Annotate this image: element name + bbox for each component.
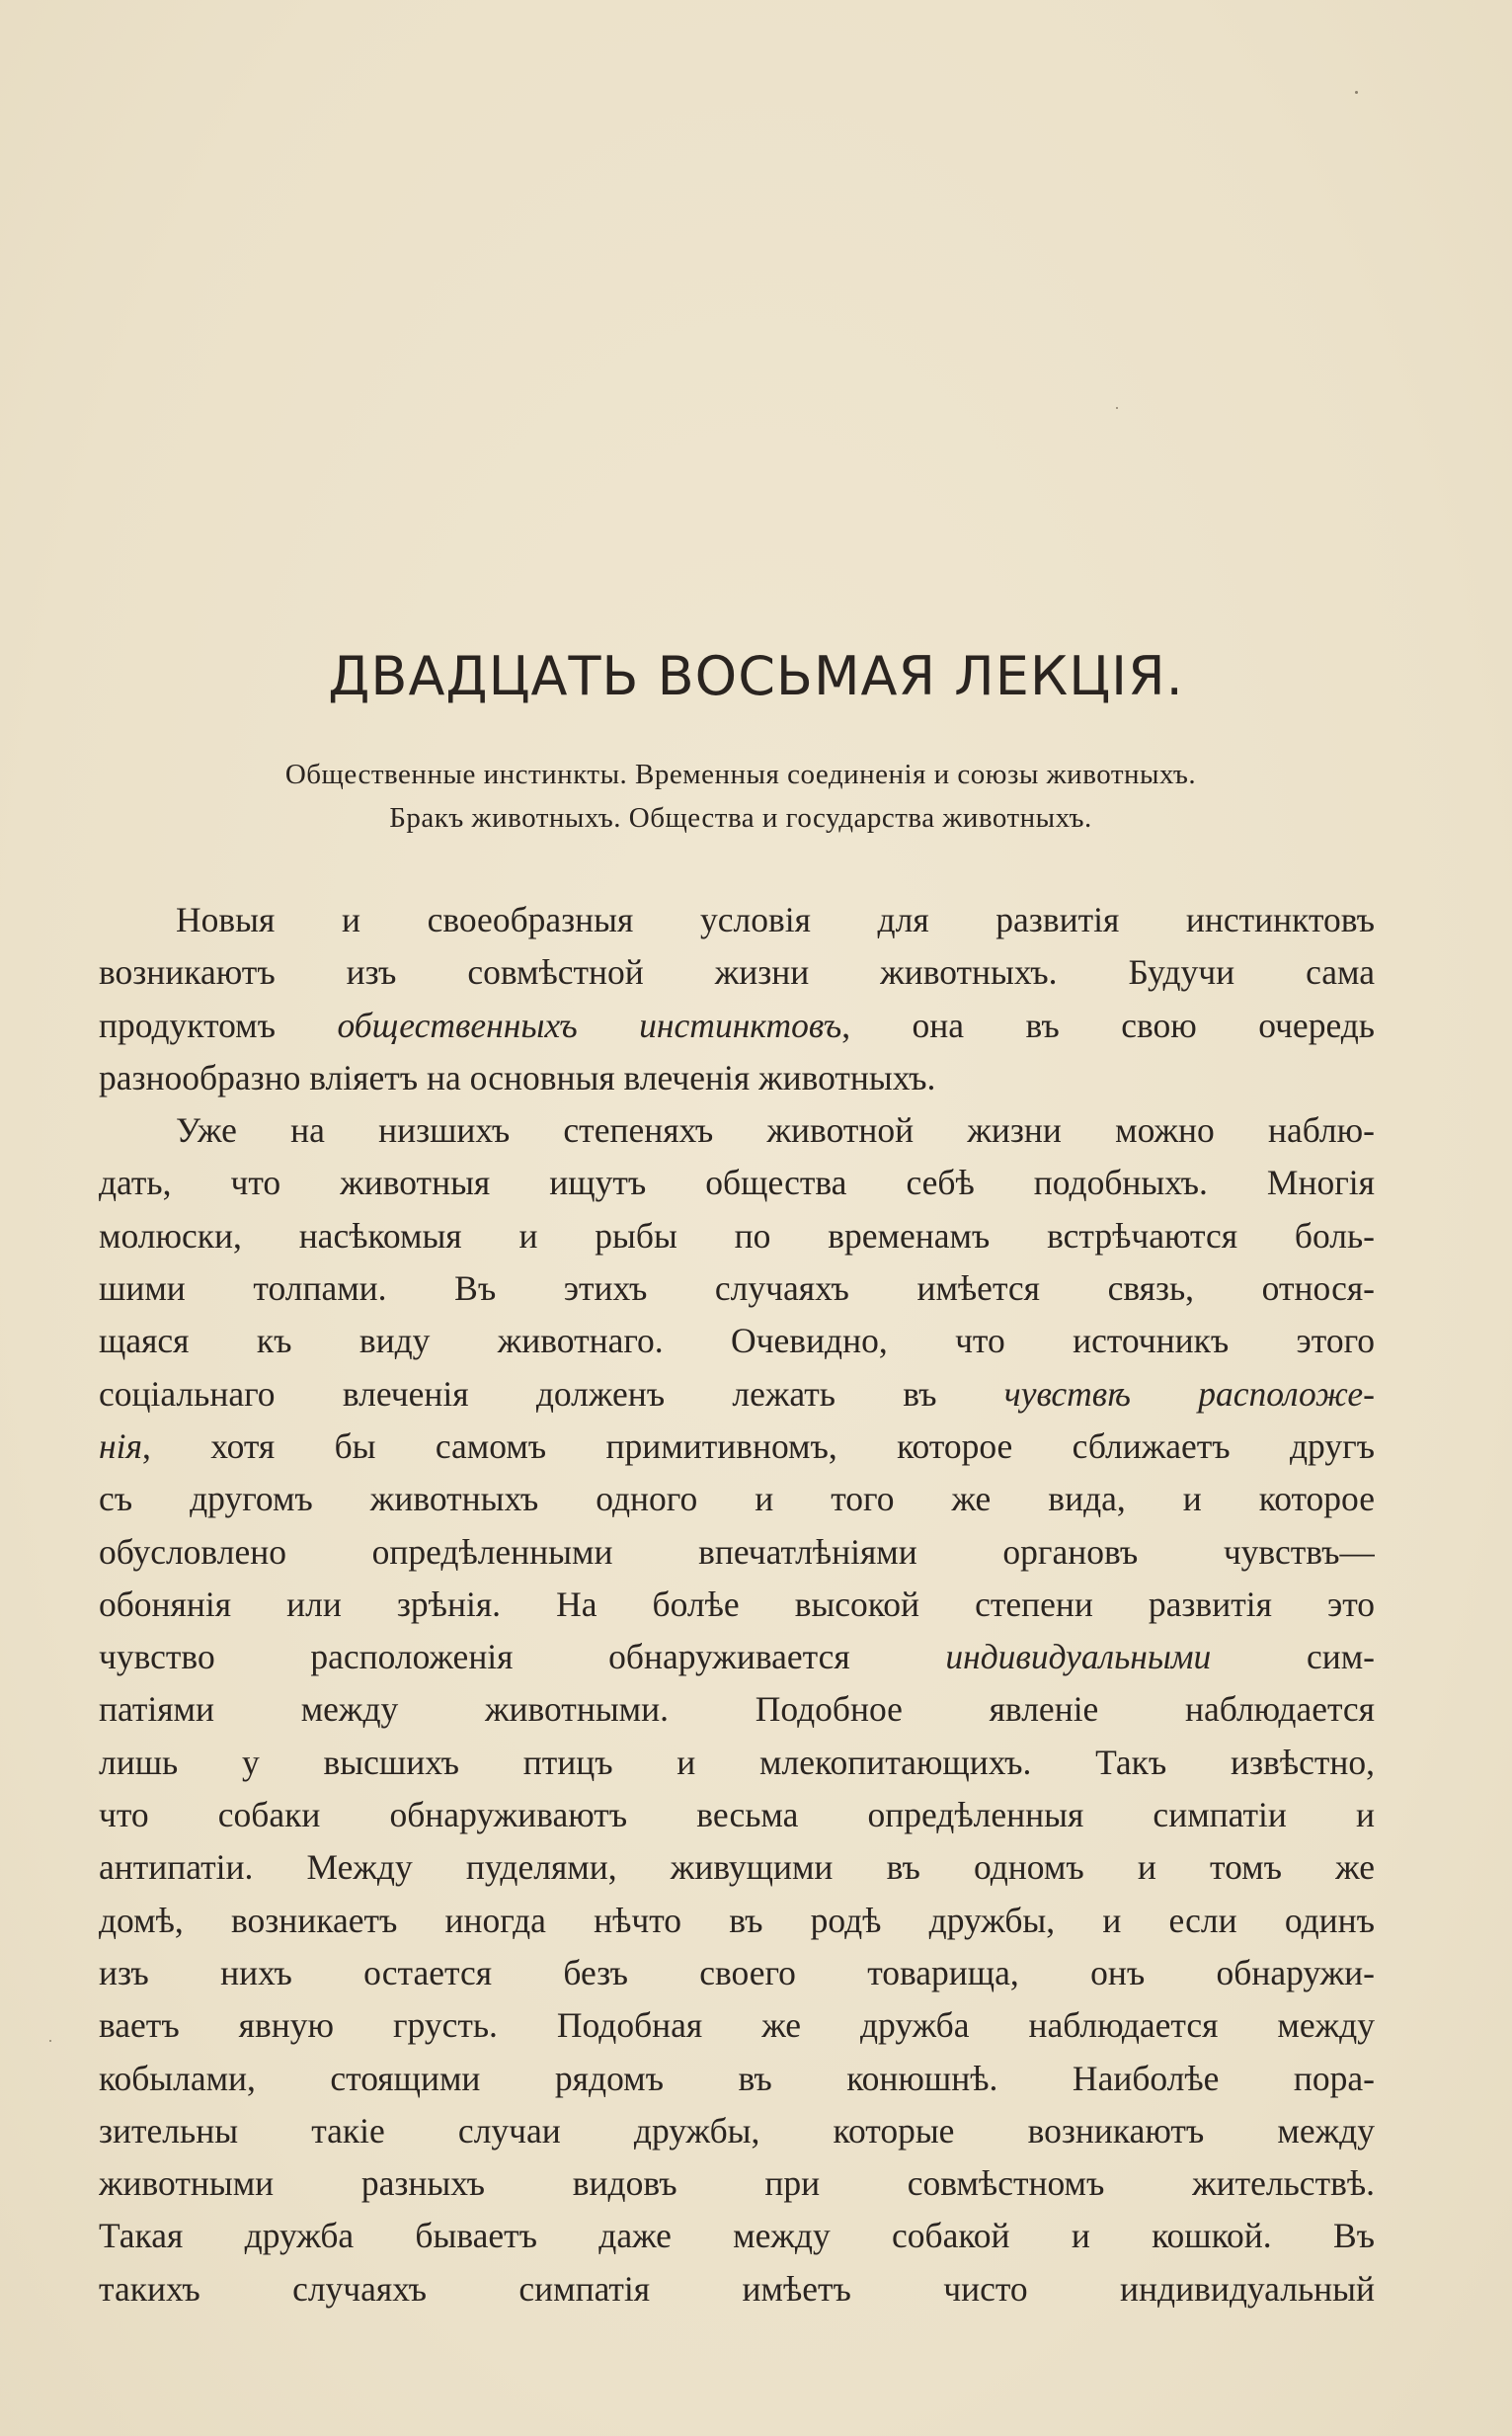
text-line: лишь у высшихъ птицъ и млекопитающихъ. Такъ извѣстно, <box>99 1742 1375 1782</box>
text-line: дать, что животныя ищутъ общества себѣ подобныхъ. Многія <box>99 1163 1375 1203</box>
paper-speck <box>1355 91 1358 94</box>
text-line <box>99 1368 1375 1421</box>
text-line: домѣ, возникаетъ иногда нѣчто въ родѣ дружбы, и если одинъ <box>99 1900 1375 1940</box>
text-line: возникаютъ изъ совмѣстной жизни животныхъ. Будучи сама <box>99 952 1375 993</box>
text-run: сим- <box>1211 1637 1375 1677</box>
text-line: обонянія или зрѣнія. На болѣе высокой степени развитія это <box>99 1583 1375 1624</box>
text-run: , хотя бы самомъ примитивномъ, которое сближаетъ другъ <box>141 1425 1375 1466</box>
italic-term: общественныхъ инстинктовъ <box>337 1005 842 1045</box>
text-line: Новыя и своеобразныя условія для развитія инстинктовъ <box>176 900 1375 939</box>
text-line: разнообразно вліяетъ на основныя влеченія животныхъ. <box>99 1057 936 1097</box>
text-line: зительны такіе случаи дружбы, которые возникаютъ между <box>99 2110 1375 2151</box>
text-line: шими толпами. Въ этихъ случаяхъ имѣется связь, относя- <box>99 1268 1375 1309</box>
lecture-summary <box>99 753 1383 840</box>
body-text <box>99 894 1375 2315</box>
text-line: Уже на низшихъ степеняхъ животной жизни можно наблю- <box>176 1110 1375 1151</box>
text-line: патіями между животными. Подобное явленіе наблюдается <box>99 1689 1375 1730</box>
text-line <box>99 1631 1375 1683</box>
text-line: молюски, насѣкомыя и рыбы по временамъ встрѣчаются боль- <box>99 1215 1375 1256</box>
text-line: такихъ случаяхъ симпатія имѣетъ чисто индивидуальный <box>99 2268 1375 2309</box>
text-line: кобылами, стоящими рядомъ въ конюшнѣ. Наиболѣе пора- <box>99 2058 1375 2098</box>
text-line: ваетъ явную грусть. Подобная же дружба наблюдается между <box>99 2005 1375 2046</box>
summary-line: Бракъ животныхъ. Общества и государства животныхъ. <box>389 802 1092 834</box>
italic-term: чувствѣ расположе- <box>1003 1373 1375 1414</box>
text-run: продуктомъ <box>99 1005 338 1045</box>
italic-term: нія <box>99 1425 142 1466</box>
text-line: изъ нихъ остается безъ своего товарища, онъ обнаружи- <box>99 1952 1375 1992</box>
text-run: соціальнаго влеченія долженъ лежать въ <box>99 1373 1004 1414</box>
lecture-title: ДВАДЦАТЬ ВОСЬМАЯ ЛЕКЦІЯ. <box>328 645 1184 707</box>
paper-speck <box>1116 407 1118 409</box>
text-line: обусловлено опредѣленными впечатлѣніями органовъ чувствъ— <box>99 1531 1375 1572</box>
text-line: антипатіи. Между пуделями, живущими въ одномъ и томъ же <box>99 1847 1375 1888</box>
italic-term: индивидуальными <box>945 1637 1212 1677</box>
summary-line: Общественные инстинкты. Временныя соединенія и союзы животныхъ. <box>284 759 1197 790</box>
text-line: съ другомъ животныхъ одного и того же вида, и которое <box>99 1479 1375 1519</box>
text-line: животными разныхъ видовъ при совмѣстномъ жительствѣ. <box>99 2163 1375 2204</box>
text-line: что собаки обнаруживаютъ весьма опредѣленныя симпатіи и <box>99 1795 1375 1835</box>
text-line <box>99 1421 1375 1473</box>
paper-speck <box>49 2040 51 2042</box>
text-line <box>99 1000 1375 1052</box>
text-run: чувство расположенія обнаруживается <box>99 1637 946 1677</box>
text-line: Такая дружба бываетъ даже между собакой и кошкой. Въ <box>99 2216 1375 2256</box>
text-line: щаяся къ виду животнаго. Очевидно, что источникъ этого <box>99 1321 1375 1361</box>
text-run: , она въ свою очередь <box>841 1005 1375 1045</box>
